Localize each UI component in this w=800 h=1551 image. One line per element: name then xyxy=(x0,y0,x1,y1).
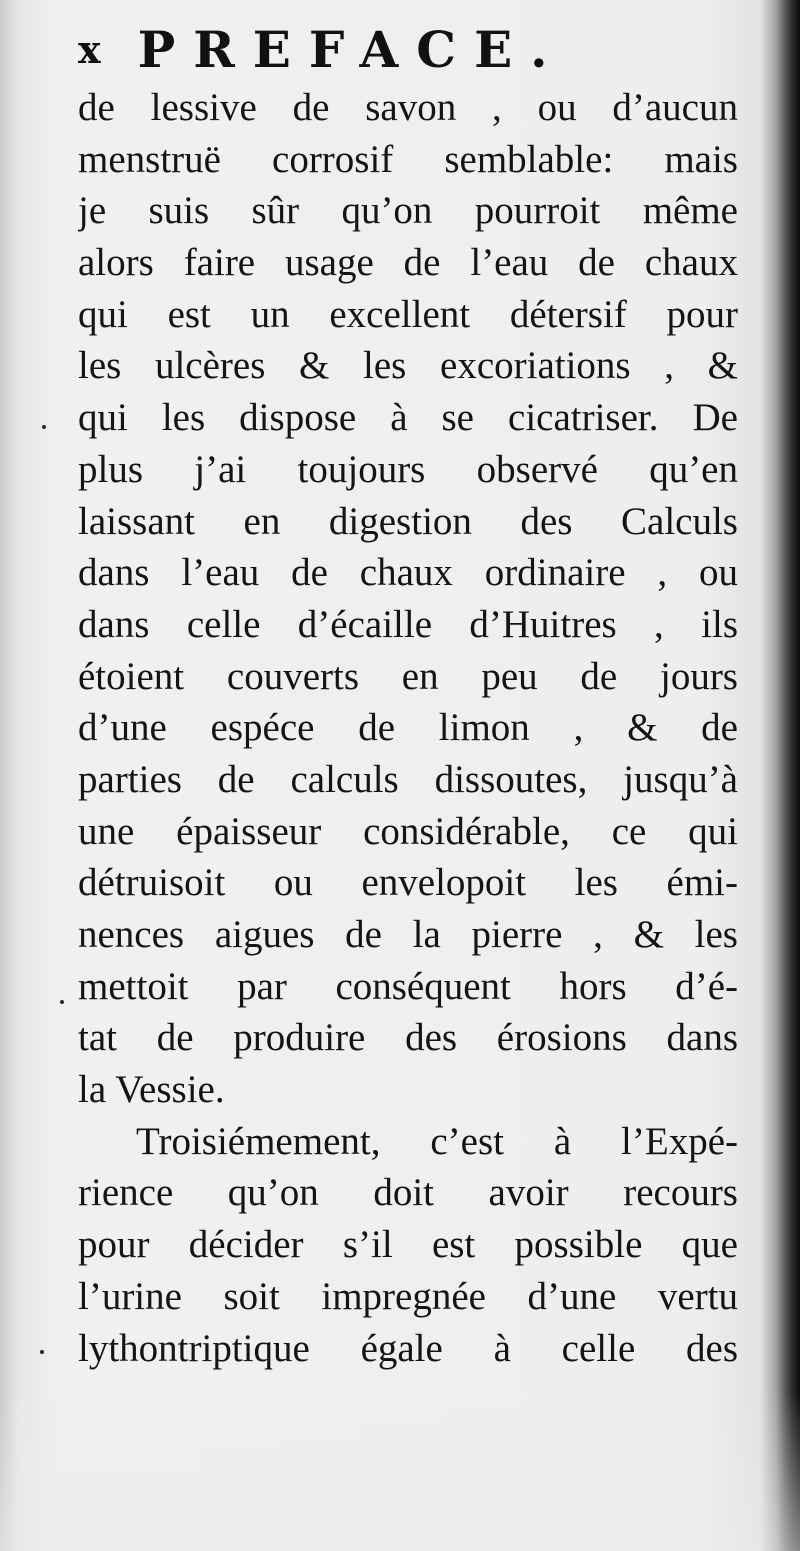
page-edge-shadow xyxy=(776,0,800,1551)
paragraph-start-line: Troisiémement, c’est à l’Expé- xyxy=(136,1119,738,1163)
text-line: lythontriptique égale à celle des xyxy=(78,1326,738,1370)
text-line: plus j’ai toujours observé qu’en xyxy=(78,447,738,491)
text-line: je suis sûr qu’on pourroit même xyxy=(78,189,738,233)
text-line: mettoit par conséquent hors d’é- xyxy=(78,964,738,1008)
body-text xyxy=(78,82,738,1374)
print-speck xyxy=(60,1000,64,1004)
print-speck xyxy=(42,425,46,429)
text-line: menstruë corrosif semblable: mais xyxy=(78,137,738,181)
text-line: nences aigues de la pierre , & les xyxy=(78,913,738,956)
text-line: les ulcères & les excoriations , & xyxy=(78,344,738,388)
page-header xyxy=(78,18,738,80)
text-line: de lessive de savon , ou d’aucun xyxy=(78,86,738,129)
text-line: dans celle d’écaille d’Huitres , ils xyxy=(78,602,738,646)
text-line: pour décider s’il est possible que xyxy=(78,1223,738,1267)
paper-margin xyxy=(0,1391,800,1551)
text-line: qui les dispose à se cicatriser. De xyxy=(78,396,738,440)
text-line: d’une espéce de limon , & de xyxy=(78,706,738,750)
text-line: alors faire usage de l’eau de chaux xyxy=(78,241,738,285)
text-line: dans l’eau de chaux ordinaire , ou xyxy=(78,551,738,595)
running-head: PREFACE. xyxy=(137,19,566,79)
text-line: détruisoit ou envelopoit les émi- xyxy=(78,861,738,905)
text-line: rience qu’on doit avoir recours xyxy=(78,1171,738,1215)
text-line: laissant en digestion des Calculs xyxy=(78,499,738,543)
text-line: l’urine soit impregnée d’une vertu xyxy=(78,1274,738,1318)
text-line: une épaisseur considérable, ce qui xyxy=(78,809,738,853)
page-number: x xyxy=(78,26,102,72)
text-line: la Vessie. xyxy=(78,1068,225,1112)
text-line: parties de calculs dissoutes, jusqu’à xyxy=(78,757,738,801)
text-line: qui est un excellent détersif pour xyxy=(78,292,738,336)
text-line: tat de produire des érosions dans xyxy=(78,1016,738,1060)
print-speck xyxy=(40,1350,44,1354)
text-line: étoient couverts en peu de jours xyxy=(78,654,738,698)
